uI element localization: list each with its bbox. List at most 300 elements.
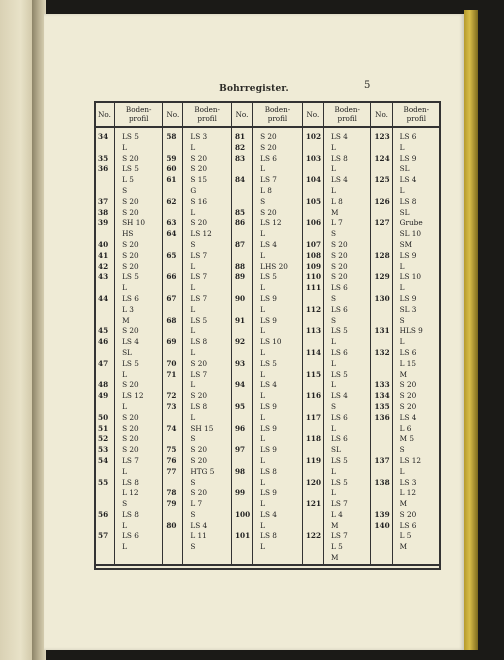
table-row: [95, 424, 441, 435]
soil-profile-cell: LS 7: [323, 531, 371, 542]
soil-profile-cell: L: [183, 283, 232, 294]
soil-profile-cell: S 20: [392, 510, 440, 521]
bore-number-cell: [95, 143, 115, 154]
bore-number-cell: 79: [163, 499, 183, 510]
bore-number-cell: [95, 542, 115, 553]
soil-profile-cell: L: [253, 326, 303, 337]
bore-number-cell: [95, 488, 115, 499]
bore-number-cell: [163, 553, 183, 565]
soil-profile-cell: S: [323, 229, 371, 240]
soil-profile-cell: S 20: [183, 488, 232, 499]
bore-number-cell: [231, 164, 252, 175]
bore-number-cell: 127: [371, 218, 392, 229]
soil-profile-cell: L: [253, 283, 303, 294]
bore-number-cell: [371, 143, 392, 154]
soil-profile-cell: L: [253, 251, 303, 262]
soil-profile-cell: LS 9: [253, 294, 303, 305]
bore-number-cell: 129: [371, 272, 392, 283]
soil-profile-cell: L: [253, 499, 303, 510]
soil-profile-cell: LS 7: [253, 175, 303, 186]
bore-number-cell: [231, 478, 252, 489]
bore-number-cell: 130: [371, 294, 392, 305]
soil-profile-cell: S: [183, 434, 232, 445]
bore-number-cell: 61: [163, 175, 183, 186]
bore-number-cell: 98: [231, 467, 252, 478]
bore-number-cell: [163, 531, 183, 542]
bore-number-cell: 118: [302, 434, 323, 445]
bore-number-cell: [231, 521, 252, 532]
soil-profile-cell: S: [392, 316, 440, 327]
bore-number-cell: [302, 316, 323, 327]
bore-number-cell: 71: [163, 370, 183, 381]
soil-profile-cell: L: [392, 143, 440, 154]
soil-profile-cell: S: [183, 240, 232, 251]
soil-profile-cell: S: [323, 316, 371, 327]
soil-profile-cell: LS 7: [183, 294, 232, 305]
bore-number-cell: [302, 380, 323, 391]
soil-profile-cell: L 11: [183, 531, 232, 542]
bore-number-cell: [163, 348, 183, 359]
bore-number-cell: 93: [231, 359, 252, 370]
soil-profile-cell: S 20: [253, 127, 303, 143]
bore-number-cell: [231, 434, 252, 445]
soil-profile-cell: L: [183, 380, 232, 391]
table-row: [95, 218, 441, 229]
bore-number-cell: 78: [163, 488, 183, 499]
soil-profile-cell: L: [392, 186, 440, 197]
soil-profile-cell: LS 5: [183, 316, 232, 327]
soil-profile-cell: HS: [115, 229, 163, 240]
soil-profile-cell: S 20: [115, 424, 163, 435]
bore-number-cell: [231, 553, 252, 565]
soil-profile-cell: SL: [323, 445, 371, 456]
bore-number-cell: [302, 402, 323, 413]
table-row: [95, 262, 441, 273]
bore-number-cell: [302, 164, 323, 175]
soil-profile-cell: [253, 553, 303, 565]
bore-number-cell: 113: [302, 326, 323, 337]
soil-profile-cell: G: [183, 186, 232, 197]
bore-number-cell: 56: [95, 510, 115, 521]
soil-profile-cell: L 15: [392, 359, 440, 370]
bore-number-cell: [371, 424, 392, 435]
bore-number-cell: [163, 262, 183, 273]
soil-profile-cell: LS 9: [392, 154, 440, 165]
bore-number-cell: 120: [302, 478, 323, 489]
left-page-edge: [0, 0, 34, 660]
bore-number-cell: 43: [95, 272, 115, 283]
soil-profile-cell: SL: [392, 164, 440, 175]
table-body: [95, 127, 441, 565]
bore-number-cell: [302, 510, 323, 521]
soil-profile-cell: L: [253, 348, 303, 359]
bore-number-cell: [371, 370, 392, 381]
table-row: [95, 542, 441, 553]
soil-profile-cell: S 20: [115, 326, 163, 337]
bohrregister-table: [94, 101, 441, 566]
bore-number-cell: [95, 402, 115, 413]
soil-profile-cell: M: [323, 521, 371, 532]
bore-number-cell: 68: [163, 316, 183, 327]
bore-number-cell: 102: [302, 127, 323, 143]
bore-number-cell: 101: [231, 531, 252, 542]
soil-profile-cell: LS 8: [183, 402, 232, 413]
bore-number-cell: [163, 413, 183, 424]
table-row: [95, 456, 441, 467]
bore-number-cell: 116: [302, 391, 323, 402]
soil-profile-cell: S 20: [183, 359, 232, 370]
bore-number-cell: [371, 186, 392, 197]
bore-number-cell: [371, 445, 392, 456]
page-title: Bohrregister.: [219, 84, 289, 94]
soil-profile-cell: LS 10: [253, 337, 303, 348]
bore-number-cell: [371, 164, 392, 175]
bore-number-cell: 104: [302, 175, 323, 186]
bore-number-cell: [163, 434, 183, 445]
bore-number-cell: 63: [163, 218, 183, 229]
bore-number-cell: [371, 305, 392, 316]
soil-profile-cell: LS 4: [323, 175, 371, 186]
bore-number-cell: 55: [95, 478, 115, 489]
soil-profile-cell: SM: [392, 240, 440, 251]
bore-number-cell: 54: [95, 456, 115, 467]
soil-profile-cell: LS 5: [253, 272, 303, 283]
soil-profile-cell: M: [115, 316, 163, 327]
bore-number-cell: [302, 186, 323, 197]
soil-profile-cell: L: [183, 413, 232, 424]
bore-number-cell: [95, 305, 115, 316]
bore-number-cell: 105: [302, 197, 323, 208]
soil-profile-cell: L: [115, 143, 163, 154]
soil-profile-cell: LS 3: [183, 127, 232, 143]
bore-number-cell: [163, 143, 183, 154]
bore-number-cell: 36: [95, 164, 115, 175]
table-row: [95, 186, 441, 197]
soil-profile-cell: LS 8: [392, 197, 440, 208]
soil-profile-cell: S 20: [115, 154, 163, 165]
bore-number-cell: 34: [95, 127, 115, 143]
soil-profile-cell: SL: [115, 348, 163, 359]
bore-number-cell: 131: [371, 326, 392, 337]
soil-profile-cell: M: [392, 499, 440, 510]
soil-profile-cell: L: [115, 467, 163, 478]
bore-number-cell: [95, 186, 115, 197]
soil-profile-cell: L 5: [323, 542, 371, 553]
bore-number-cell: [95, 467, 115, 478]
bore-number-cell: 51: [95, 424, 115, 435]
soil-profile-cell: L: [253, 478, 303, 489]
soil-profile-cell: L: [183, 305, 232, 316]
bore-number-cell: 89: [231, 272, 252, 283]
bore-number-cell: 41: [95, 251, 115, 262]
column-header: No.: [371, 102, 392, 128]
column-header: [392, 102, 440, 128]
soil-profile-cell: SH 15: [183, 424, 232, 435]
soil-profile-cell: LS 12: [392, 456, 440, 467]
bore-number-cell: 66: [163, 272, 183, 283]
bore-number-cell: [95, 283, 115, 294]
table-row: [95, 413, 441, 424]
bore-number-cell: 75: [163, 445, 183, 456]
bore-number-cell: 99: [231, 488, 252, 499]
soil-profile-cell: S 20: [253, 208, 303, 219]
soil-profile-cell: LS 4: [253, 240, 303, 251]
soil-profile-cell: LS 9: [253, 445, 303, 456]
bore-number-cell: 60: [163, 164, 183, 175]
soil-profile-cell: LS 8: [253, 531, 303, 542]
bore-number-cell: 106: [302, 218, 323, 229]
bore-number-cell: [302, 143, 323, 154]
bore-number-cell: 121: [302, 499, 323, 510]
bore-number-cell: 73: [163, 402, 183, 413]
bore-number-cell: 91: [231, 316, 252, 327]
soil-profile-cell: SH 10: [115, 218, 163, 229]
soil-profile-cell: LS 6: [323, 413, 371, 424]
bore-number-cell: [371, 542, 392, 553]
column-header-text: Boden- profil: [334, 105, 360, 123]
soil-profile-cell: LS 4: [392, 413, 440, 424]
soil-profile-cell: LS 6: [323, 305, 371, 316]
soil-profile-cell: L: [115, 283, 163, 294]
table-row: [95, 127, 441, 143]
bore-number-cell: 96: [231, 424, 252, 435]
soil-profile-cell: LS 5: [253, 359, 303, 370]
soil-profile-cell: LS 10: [392, 272, 440, 283]
soil-profile-cell: LS 12: [115, 391, 163, 402]
soil-profile-cell: L: [253, 391, 303, 402]
bore-number-cell: 74: [163, 424, 183, 435]
column-header: No.: [302, 102, 323, 128]
soil-profile-cell: L: [392, 262, 440, 273]
soil-profile-cell: S 20: [115, 208, 163, 219]
soil-profile-cell: LS 6: [392, 127, 440, 143]
bore-number-cell: 58: [163, 127, 183, 143]
bore-number-cell: [302, 521, 323, 532]
bore-number-cell: 42: [95, 262, 115, 273]
soil-profile-cell: S 20: [115, 445, 163, 456]
table-row: [95, 283, 441, 294]
soil-profile-cell: S 20: [115, 251, 163, 262]
soil-profile-cell: LS 8: [253, 467, 303, 478]
bore-number-cell: 86: [231, 218, 252, 229]
bore-number-cell: 103: [302, 154, 323, 165]
column-header-text: Boden- profil: [125, 105, 152, 123]
bore-number-cell: 45: [95, 326, 115, 337]
soil-profile-cell: L 7: [323, 218, 371, 229]
bore-number-cell: [95, 229, 115, 240]
soil-profile-cell: L 12: [392, 488, 440, 499]
bore-number-cell: [95, 348, 115, 359]
column-header: [115, 102, 163, 128]
soil-profile-cell: LS 6: [392, 348, 440, 359]
soil-profile-cell: L 12: [115, 488, 163, 499]
soil-profile-cell: LS 7: [323, 499, 371, 510]
soil-profile-cell: L: [253, 413, 303, 424]
soil-profile-cell: L: [183, 348, 232, 359]
soil-profile-cell: M 5: [392, 434, 440, 445]
soil-profile-cell: L: [323, 186, 371, 197]
table-row: [95, 251, 441, 262]
soil-profile-cell: HTG 5: [183, 467, 232, 478]
bore-number-cell: 57: [95, 531, 115, 542]
bore-number-cell: 40: [95, 240, 115, 251]
soil-profile-cell: S 15: [183, 175, 232, 186]
table-row: [95, 208, 441, 219]
book-cover-edge: [464, 10, 478, 650]
soil-profile-cell: L: [115, 542, 163, 553]
table-row: [95, 164, 441, 175]
soil-profile-cell: LS 8: [115, 478, 163, 489]
soil-profile-cell: LS 4: [253, 510, 303, 521]
soil-profile-cell: L 4: [323, 510, 371, 521]
bore-number-cell: 97: [231, 445, 252, 456]
soil-profile-cell: L 5: [392, 531, 440, 542]
bore-number-cell: 49: [95, 391, 115, 402]
soil-profile-cell: L: [183, 208, 232, 219]
bore-number-cell: [231, 283, 252, 294]
soil-profile-cell: L: [323, 337, 371, 348]
soil-profile-cell: L 7: [183, 499, 232, 510]
column-header: No.: [231, 102, 252, 128]
bore-number-cell: [371, 467, 392, 478]
column-header: [253, 102, 303, 128]
bore-number-cell: 47: [95, 359, 115, 370]
bore-number-cell: 64: [163, 229, 183, 240]
soil-profile-cell: LS 8: [115, 510, 163, 521]
table-row: [95, 370, 441, 381]
bore-number-cell: 133: [371, 380, 392, 391]
bore-number-cell: 126: [371, 197, 392, 208]
soil-profile-cell: L: [323, 359, 371, 370]
bore-number-cell: 44: [95, 294, 115, 305]
bore-number-cell: 52: [95, 434, 115, 445]
bore-number-cell: [95, 316, 115, 327]
bore-number-cell: [95, 370, 115, 381]
soil-profile-cell: L: [115, 402, 163, 413]
soil-profile-cell: S 20: [115, 240, 163, 251]
soil-profile-cell: LS 5: [323, 326, 371, 337]
soil-profile-cell: LS 9: [253, 488, 303, 499]
bore-number-cell: [231, 197, 252, 208]
table-row: [95, 348, 441, 359]
bore-number-cell: 35: [95, 154, 115, 165]
bore-number-cell: [371, 553, 392, 565]
bore-number-cell: 84: [231, 175, 252, 186]
bore-number-cell: [163, 305, 183, 316]
bore-number-cell: 76: [163, 456, 183, 467]
soil-profile-cell: LS 6: [115, 294, 163, 305]
bore-number-cell: [231, 499, 252, 510]
bore-number-cell: [163, 478, 183, 489]
table-row: [95, 521, 441, 532]
bore-number-cell: [302, 424, 323, 435]
soil-profile-cell: L: [253, 229, 303, 240]
bore-number-cell: [231, 186, 252, 197]
soil-profile-cell: L: [253, 370, 303, 381]
bore-number-cell: [371, 229, 392, 240]
bore-number-cell: [163, 208, 183, 219]
soil-profile-cell: LS 9: [392, 251, 440, 262]
soil-profile-cell: LS 6: [392, 521, 440, 532]
bore-number-cell: [302, 337, 323, 348]
soil-profile-cell: LS 4: [253, 380, 303, 391]
bore-number-cell: [371, 262, 392, 273]
soil-profile-cell: S: [115, 499, 163, 510]
bore-number-cell: [371, 283, 392, 294]
bore-number-cell: 139: [371, 510, 392, 521]
soil-profile-cell: L: [183, 143, 232, 154]
bore-number-cell: 83: [231, 154, 252, 165]
bore-number-cell: 114: [302, 348, 323, 359]
bore-number-cell: [302, 542, 323, 553]
bore-number-cell: 48: [95, 380, 115, 391]
bore-number-cell: 109: [302, 262, 323, 273]
soil-profile-cell: LS 5: [115, 127, 163, 143]
soil-profile-cell: S 20: [115, 197, 163, 208]
soil-profile-cell: [392, 553, 440, 565]
bore-number-cell: 94: [231, 380, 252, 391]
bore-number-cell: 117: [302, 413, 323, 424]
soil-profile-cell: SL 10: [392, 229, 440, 240]
soil-profile-cell: LS 7: [183, 251, 232, 262]
soil-profile-cell: L: [115, 370, 163, 381]
soil-profile-cell: L: [253, 164, 303, 175]
bore-number-cell: 65: [163, 251, 183, 262]
soil-profile-cell: LS 6: [253, 154, 303, 165]
table-row: [95, 499, 441, 510]
soil-profile-cell: LS 6: [323, 283, 371, 294]
bore-number-cell: 90: [231, 294, 252, 305]
bore-number-cell: 135: [371, 402, 392, 413]
table-row: [95, 143, 441, 154]
soil-profile-cell: L: [115, 521, 163, 532]
soil-profile-cell: S 20: [183, 218, 232, 229]
soil-profile-cell: LS 4: [115, 337, 163, 348]
soil-profile-cell: S 20: [115, 262, 163, 273]
bore-number-cell: 112: [302, 305, 323, 316]
bore-number-cell: [302, 208, 323, 219]
soil-profile-cell: [183, 553, 232, 565]
soil-profile-cell: S 20: [183, 164, 232, 175]
bore-number-cell: [95, 553, 115, 565]
soil-profile-cell: S: [183, 542, 232, 553]
soil-profile-cell: LS 5: [323, 370, 371, 381]
bore-number-cell: 125: [371, 175, 392, 186]
bore-number-cell: 88: [231, 262, 252, 273]
soil-profile-cell: LS 4: [392, 175, 440, 186]
bore-number-cell: [163, 326, 183, 337]
bore-number-cell: [231, 229, 252, 240]
soil-profile-cell: S: [392, 445, 440, 456]
soil-profile-cell: L 8: [323, 197, 371, 208]
bore-number-cell: [371, 208, 392, 219]
table-row: [95, 553, 441, 565]
soil-profile-cell: LS 4: [323, 391, 371, 402]
soil-profile-cell: LHS 20: [253, 262, 303, 273]
soil-profile-cell: L: [253, 521, 303, 532]
soil-profile-cell: S 20: [183, 456, 232, 467]
bore-number-cell: 87: [231, 240, 252, 251]
soil-profile-cell: [115, 553, 163, 565]
soil-profile-cell: LS 5: [115, 272, 163, 283]
soil-profile-cell: S: [183, 478, 232, 489]
bore-number-cell: [371, 499, 392, 510]
table-row: [95, 531, 441, 542]
soil-profile-cell: L: [392, 337, 440, 348]
column-header: [323, 102, 371, 128]
bore-number-cell: 115: [302, 370, 323, 381]
soil-profile-cell: LS 8: [323, 154, 371, 165]
